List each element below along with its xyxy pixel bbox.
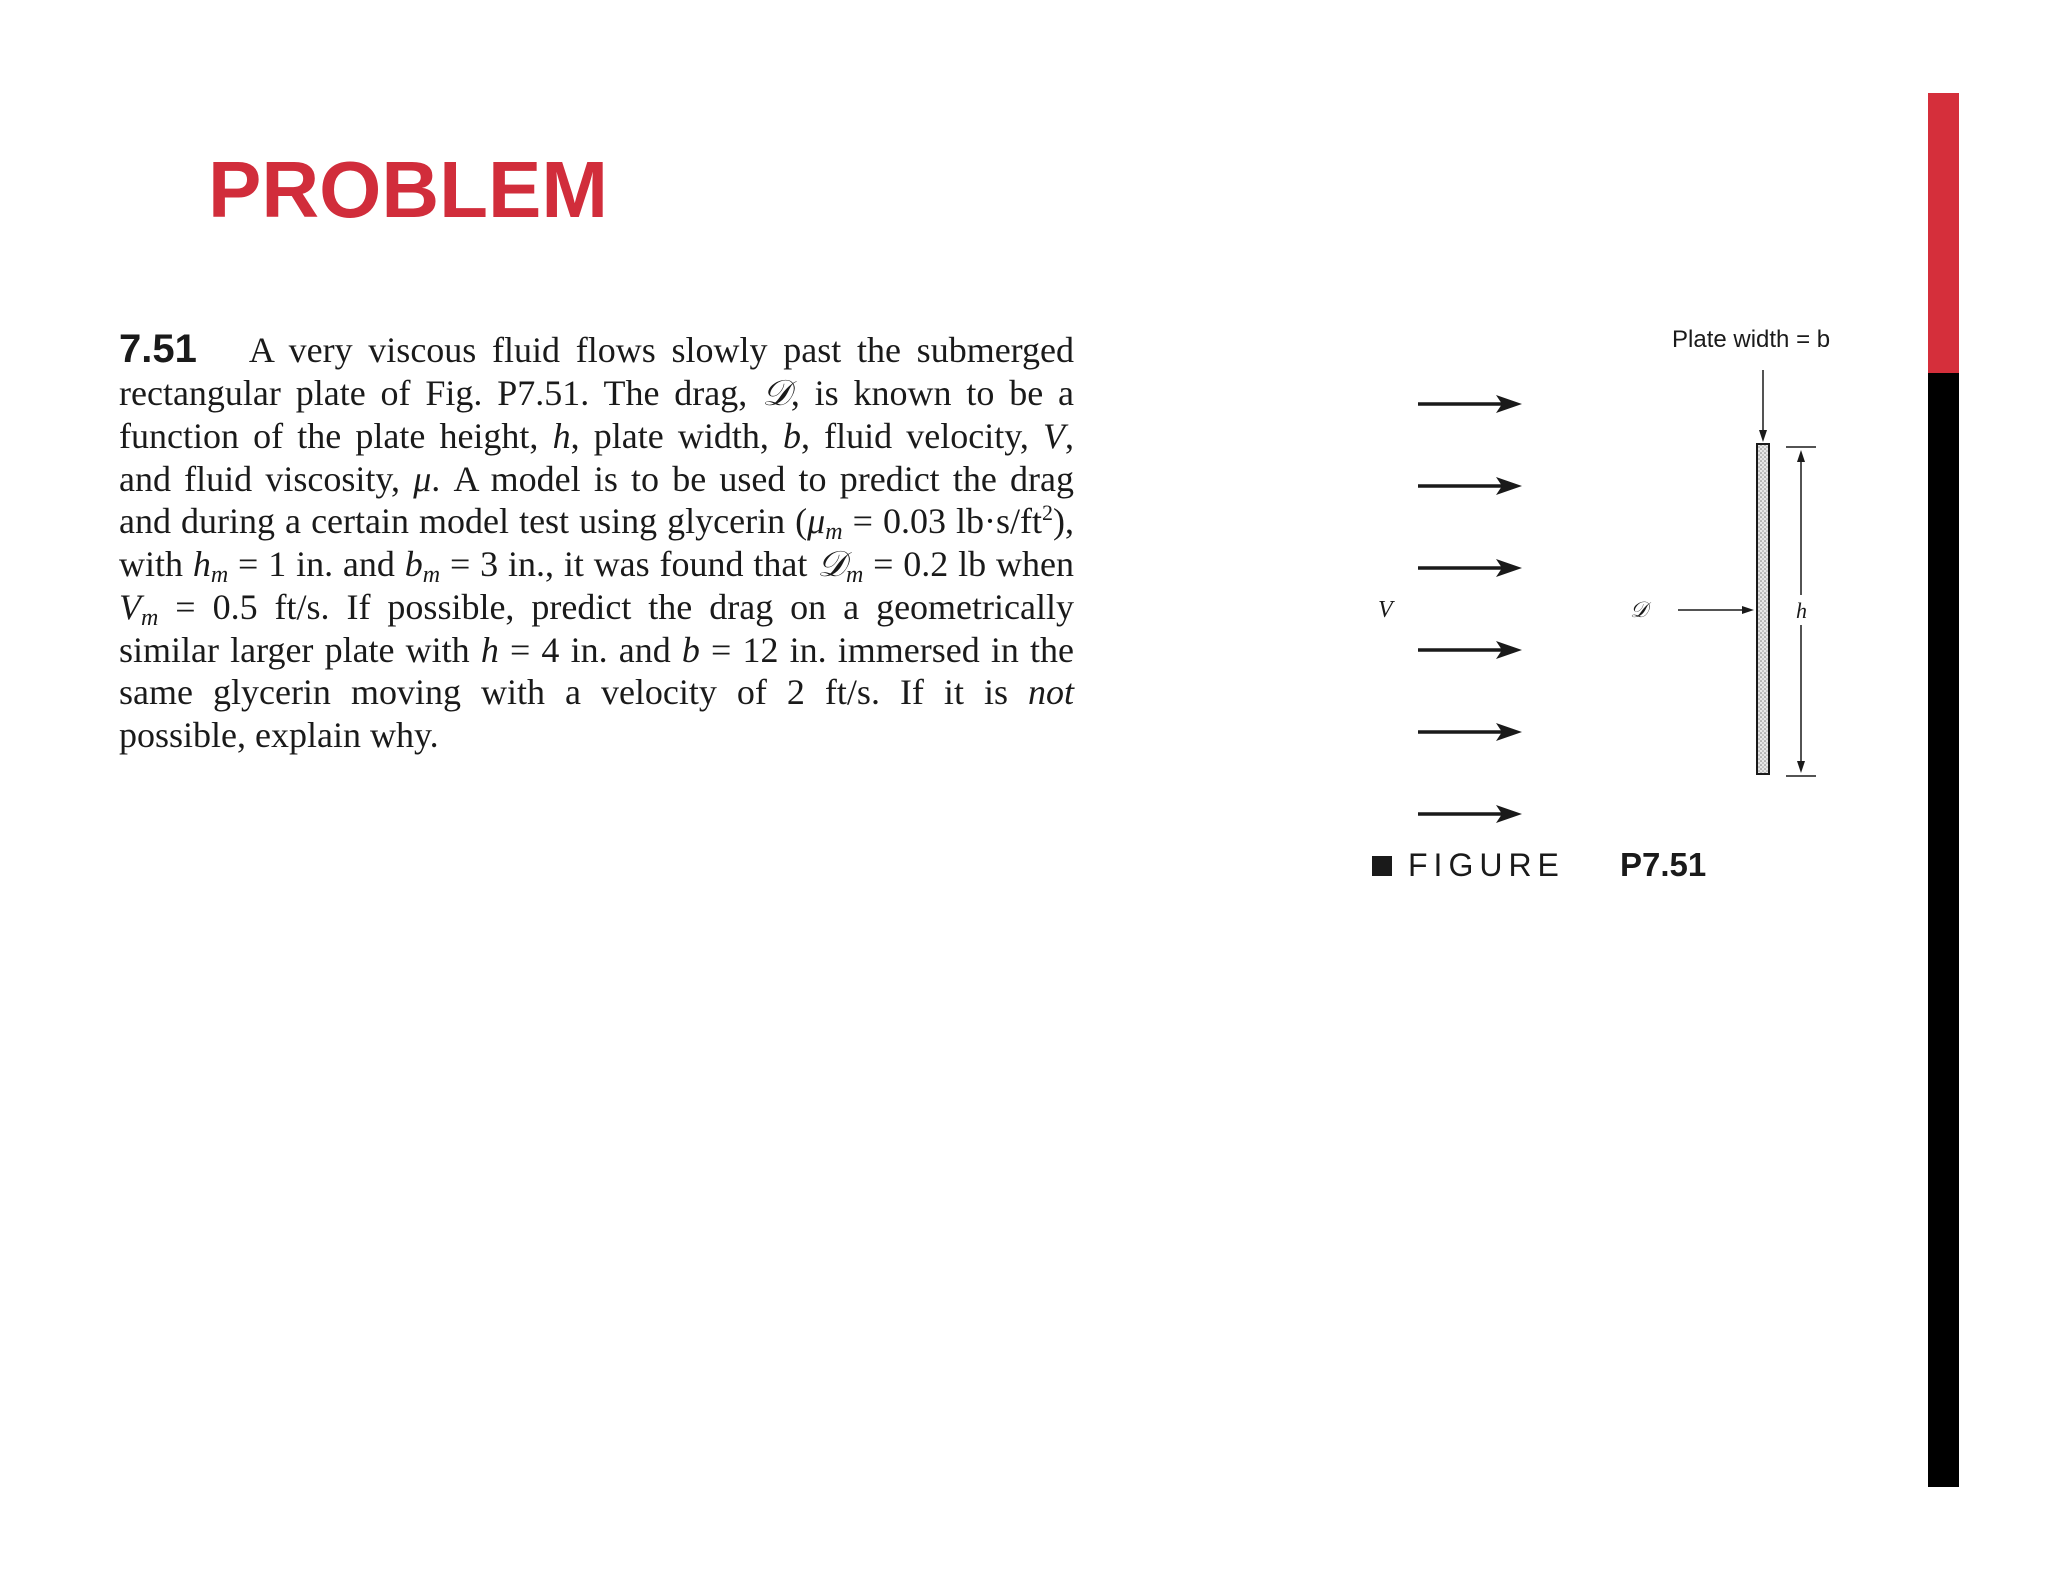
var-h-m: h — [192, 543, 211, 584]
figure-caption-prefix: FIGURE — [1408, 847, 1565, 883]
slide-title: PROBLEM — [208, 145, 608, 234]
drag-symbol: 𝒟 — [762, 372, 791, 414]
var-mu-m: μ — [807, 501, 826, 541]
problem-text-part: ), with — [119, 501, 1074, 584]
problem-text-part: , is known to be a function of the plate height, — [119, 372, 1074, 456]
var-mu: μ — [413, 458, 432, 499]
var-b: b — [782, 416, 801, 456]
figure-caption-number: P7.51 — [1620, 846, 1707, 883]
problem-text-part: A very viscous fluid flows slowly past the submerged rectangular plate of Fig. P7.51. The drag, — [119, 330, 1074, 413]
problem-statement — [119, 328, 1074, 756]
var-V-m: V — [119, 587, 141, 627]
flow-arrows — [1418, 395, 1522, 823]
velocity-label: V — [1378, 597, 1393, 623]
var-V: V — [1043, 416, 1065, 456]
problem-text-part: = 0.03 lb·s/ft — [842, 501, 1042, 541]
flow-arrow — [1418, 559, 1522, 577]
flow-arrow — [1418, 723, 1522, 741]
var-h: h — [552, 416, 571, 456]
subscript-m: m — [825, 519, 843, 545]
subscript-m: m — [845, 561, 864, 588]
side-accent-bar-red — [1928, 93, 1959, 373]
problem-text-part: , fluid velocity, — [800, 416, 1043, 456]
rectangular-plate — [1757, 444, 1769, 774]
height-dim-arrow-top — [1797, 450, 1805, 462]
problem-number: 7.51 — [119, 327, 197, 371]
height-label: h — [1796, 598, 1807, 623]
emphasis-not: not — [1027, 672, 1074, 712]
plate-diagram — [1360, 320, 1880, 900]
problem-text-part: = 4 in. and — [498, 629, 682, 670]
superscript-2: 2 — [1042, 500, 1053, 525]
problem-text-part: , plate width, — [570, 416, 783, 456]
plate-width-label: Plate width = b — [1672, 326, 1831, 353]
var-b: b — [681, 629, 700, 670]
problem-text-part: = 3 in., it was found that — [440, 543, 818, 584]
problem-text-part: , and fluid viscosity, — [119, 416, 1074, 499]
figure-p7-51 — [1360, 320, 1880, 900]
problem-text-part: . A model is to be used to predict the drag and during a certain model test using glycerin ( — [119, 458, 1075, 541]
problem-text-part: = 0.2 lb when — [863, 543, 1074, 584]
drag-label: 𝒟 — [1630, 598, 1648, 623]
subscript-m: m — [210, 561, 229, 588]
flow-arrow — [1418, 805, 1522, 823]
height-dim-arrow-bottom — [1797, 761, 1805, 773]
var-b-m: b — [404, 543, 423, 584]
plate-width-arrowhead — [1759, 430, 1767, 442]
side-accent-bar-black — [1928, 373, 1959, 1487]
var-h: h — [480, 629, 499, 670]
caption-square-icon — [1372, 856, 1392, 876]
problem-text-part: = 0.5 ft/s. If possible, predict the drag on a geometrically similar larger plate with — [119, 587, 1074, 670]
subscript-m: m — [141, 605, 159, 631]
flow-arrow — [1418, 395, 1522, 413]
problem-text-part: possible, explain why. — [119, 714, 439, 755]
drag-symbol-m: 𝒟 — [817, 543, 846, 585]
flow-arrow — [1418, 477, 1522, 495]
flow-arrow — [1418, 641, 1522, 659]
problem-text-part: = 1 in. and — [228, 543, 405, 584]
drag-arrowhead — [1742, 606, 1754, 614]
subscript-m: m — [422, 561, 441, 588]
problem-text-part: = 12 in. immersed in the same glycerin moving with a velocity of 2 ft/s. If it is — [119, 629, 1074, 712]
